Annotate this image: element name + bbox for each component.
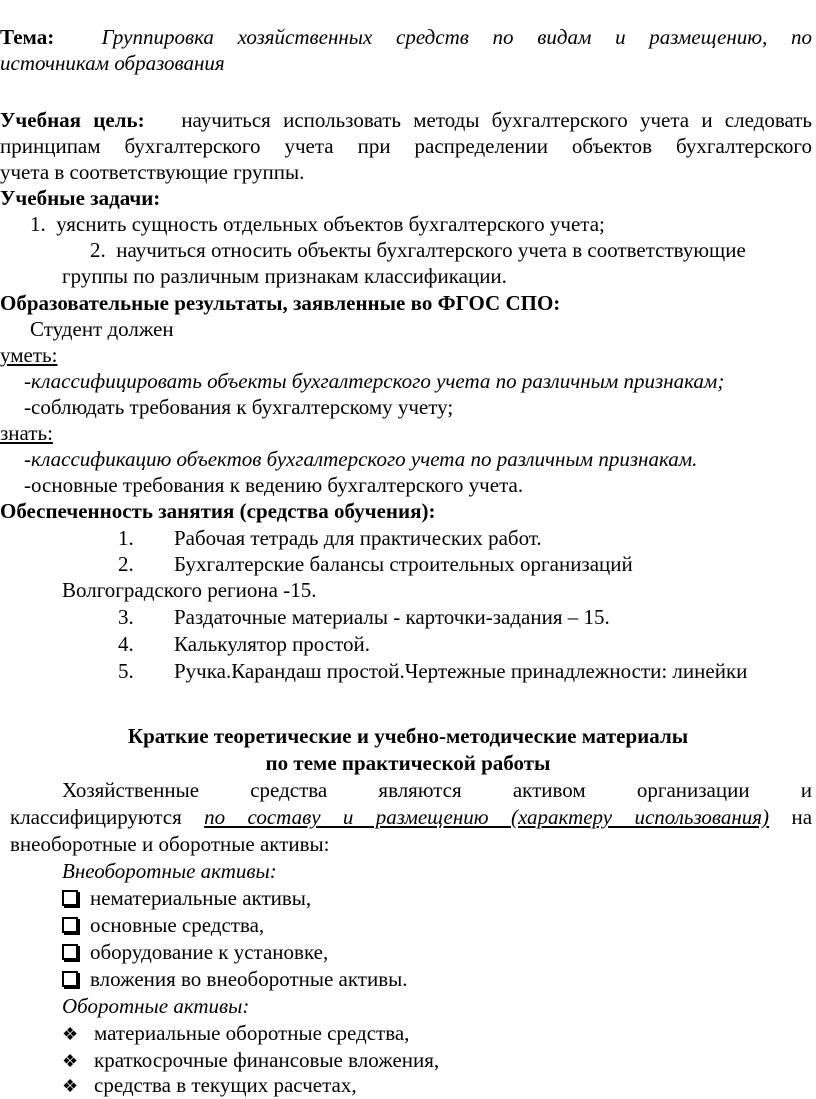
- current-item-1: [62, 1020, 409, 1047]
- theory-para-2-underlined: по составу и размещению (характеру использования): [204, 805, 770, 829]
- provision-text: Раздаточные материалы - карточки-задания – 15.: [174, 605, 610, 629]
- theory-para-2-pre: классифицируются: [10, 805, 182, 829]
- checkbox-bullet-icon: [62, 890, 78, 906]
- knowledge-label: знать:: [0, 421, 53, 445]
- checkbox-bullet-icon: [62, 917, 78, 933]
- provision-num: 2.: [118, 552, 134, 576]
- theory-para-2-post: на: [791, 805, 813, 829]
- noncurrent-text: основные средства,: [90, 913, 265, 937]
- noncurrent-item-3: [62, 939, 328, 965]
- task-text: уяснить сущность отдельных объектов бухгалтерского учета;: [56, 212, 605, 236]
- goal-text-3: учета в соответствующие группы.: [0, 160, 305, 184]
- diamond-bullet-icon: ❖: [62, 1076, 79, 1096]
- diamond-bullet-icon: ❖: [62, 1024, 79, 1044]
- goal-line-1: [0, 107, 812, 133]
- provision-item-1: [118, 525, 542, 551]
- current-label: Оборотные активы:: [62, 994, 250, 1018]
- task-num: 2.: [90, 238, 106, 262]
- diamond-bullet-icon: ❖: [62, 1051, 79, 1071]
- current-text: краткосрочные финансовые вложения,: [94, 1048, 440, 1072]
- theory-heading-2: по теме практической работы: [265, 751, 551, 775]
- provision-text: Ручка.Карандаш простой.Чертежные принадлежности: линейки: [174, 659, 748, 683]
- theory-heading-1: Краткие теоретические и учебно-методические материалы: [127, 724, 689, 748]
- provision-item-2: [118, 551, 633, 577]
- provision-item-4: [118, 631, 370, 657]
- provision-item-5: [118, 658, 747, 684]
- provision-num: 5.: [118, 659, 134, 683]
- provision-num: 4.: [118, 632, 134, 656]
- noncurrent-text: нематериальные активы,: [90, 886, 312, 910]
- topic-line-1: [0, 24, 812, 50]
- task-num: 1.: [30, 212, 46, 236]
- knowledge-item-1: -классификацию объектов бухгалтерского учета по различным признакам.: [24, 447, 698, 471]
- provision-num: 1.: [118, 526, 134, 550]
- current-text: материальные оборотные средства,: [94, 1021, 410, 1045]
- noncurrent-text: оборудование к установке,: [90, 940, 329, 964]
- current-item-2: [62, 1047, 439, 1074]
- task-item-2: [90, 237, 746, 263]
- skill-item-2: -соблюдать требования к бухгалтерскому учету;: [24, 395, 454, 419]
- checkbox-bullet-icon: [62, 944, 78, 960]
- skills-label: уметь:: [0, 343, 58, 367]
- theory-para-1: Хозяйственные средства являются активом организации и: [62, 778, 812, 802]
- current-text: средства в текущих расчетах,: [94, 1073, 357, 1097]
- task-text: научиться относить объекты бухгалтерского учета в соответствующие: [116, 238, 746, 262]
- topic-text-1: Группировка хозяйственных средств по видам и размещению, по: [101, 25, 812, 49]
- topic-label: Тема:: [0, 25, 55, 49]
- noncurrent-text: вложения во внеоборотные активы.: [90, 967, 408, 991]
- student-text: Студент должен: [30, 317, 174, 341]
- provision-item-2-cont: Волгоградского региона -15.: [62, 578, 317, 602]
- noncurrent-item-2: [62, 912, 264, 938]
- checkbox-bullet-icon: [62, 971, 78, 987]
- goal-text-1: научиться использовать методы бухгалтерского учета и следовать: [181, 108, 813, 132]
- noncurrent-item-4: [62, 966, 407, 992]
- provision-text: Рабочая тетрадь для практических работ.: [174, 526, 542, 550]
- task-item-1: [30, 211, 605, 237]
- provision-text: Бухгалтерские балансы строительных организаций: [174, 552, 633, 576]
- goal-text-2: принципам бухгалтерского учета при распределении объектов бухгалтерского: [0, 134, 812, 158]
- provision-text: Калькулятор простой.: [174, 632, 371, 656]
- task-item-2-cont: группы по различным признакам классификации.: [62, 264, 507, 288]
- theory-para-3: внеоборотные и оборотные активы:: [10, 832, 330, 856]
- knowledge-item-2: -основные требования к ведению бухгалтерского учета.: [24, 473, 524, 497]
- skill-item-1: -классифицировать объекты бухгалтерского учета по различным признакам;: [24, 369, 725, 393]
- topic-text-2: источникам образования: [0, 51, 225, 75]
- theory-para-2: [10, 804, 812, 830]
- tasks-label: Учебные задачи:: [0, 186, 161, 210]
- provision-num: 3.: [118, 605, 134, 629]
- results-label: Образовательные результаты, заявленные во ФГОС СПО:: [0, 291, 561, 315]
- goal-label: Учебная цель:: [0, 108, 145, 132]
- noncurrent-item-1: [62, 885, 311, 911]
- provision-label: Обеспеченность занятия (средства обучения):: [0, 499, 436, 523]
- provision-item-3: [118, 604, 610, 630]
- current-item-3: [62, 1072, 357, 1099]
- noncurrent-label: Внеоборотные активы:: [62, 859, 277, 883]
